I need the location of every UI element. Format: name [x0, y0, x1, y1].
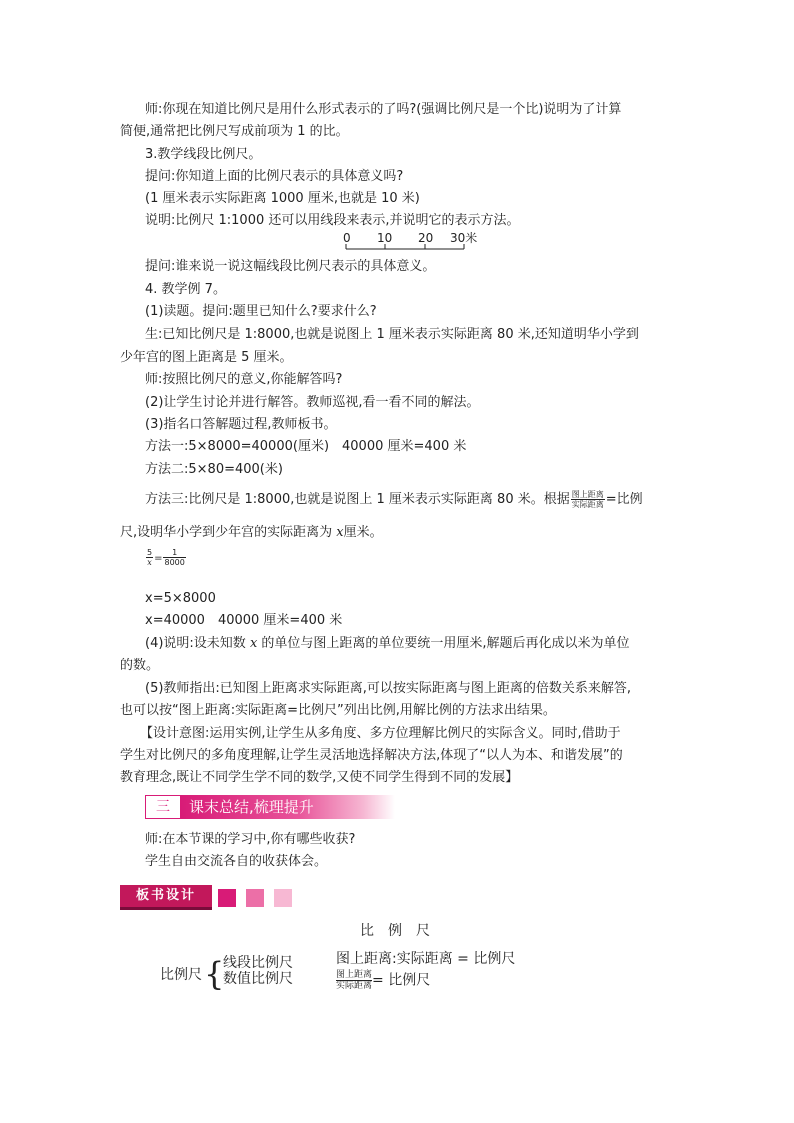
fraction-numerator: 5 [147, 548, 153, 557]
text-segment: 方法三:比例尺是 1:8000,也就是说图上 1 厘米表示实际距离 80 米。根据 [145, 492, 570, 507]
decor-square [274, 889, 292, 907]
text-line: 【设计意图:运用实例,让学生从多角度、多方位理解比例尺的实际含义。同时,借助于 [140, 726, 621, 741]
text-line: 教育理念,既让不同学生学不同的数学,又使不同学生得到不同的发展】 [120, 770, 519, 785]
fraction-numerator: 1 [163, 548, 185, 558]
line-segment-scale [340, 232, 490, 252]
text-line: 少年宫的图上距离是 5 厘米。 [120, 350, 293, 365]
fraction-denominator: 8000 [164, 558, 185, 567]
text-line: 师:按照比例尺的意义,你能解答吗? [145, 372, 343, 387]
board-item: 线段比例尺 [223, 955, 293, 971]
text-line: 4. 教学例 7。 [145, 282, 226, 297]
text-line: 简便,通常把比例尺写成前项为 1 的比。 [120, 124, 349, 139]
text-line: (5)教师指出:已知图上距离求实际距离,可以按实际距离与图上距离的倍数关系来解答, [145, 681, 632, 696]
text-line: (1 厘米表示实际距离 1000 厘米,也就是 10 米) [145, 191, 420, 206]
scale-label: 30米 [450, 231, 478, 245]
fraction-denominator: 实际距离 [571, 500, 604, 509]
equation-fraction-left [146, 548, 153, 567]
fraction-denominator: x [147, 558, 152, 567]
text-line: 说明:比例尺 1:1000 还可以用线段来表示,并说明它的表示方法。 [145, 213, 520, 228]
section-number: 三 [145, 795, 181, 819]
text-line: 3.教学线段比例尺。 [145, 147, 262, 162]
text-segment: 尺,设明华小学到少年宫的实际距离为 [120, 525, 337, 540]
board-title: 比 例 尺 [360, 923, 430, 939]
board-left-label: 比例尺 [160, 967, 202, 983]
text-segment: 的单位与图上距离的单位要统一用厘米,解题后再化成以米为单位 [257, 636, 630, 651]
fraction-numerator: 图上距离 [571, 490, 604, 499]
board-formula [336, 970, 430, 991]
text-line: 师:在本节课的学习中,你有哪些收获? [145, 832, 356, 847]
section-heading [145, 795, 395, 819]
equation [145, 548, 187, 569]
text-segment: 厘米。 [343, 525, 383, 540]
decor-square [218, 889, 236, 907]
equation-fraction-right [163, 548, 185, 567]
text-line: 的数。 [120, 658, 160, 673]
fraction-numerator: 图上距离 [336, 970, 373, 980]
equals-sign: = [154, 553, 163, 564]
section-title: 课末总结,梳理提升 [181, 795, 395, 819]
board-design [160, 922, 560, 1002]
text-line: 提问:谁来说一说这幅线段比例尺表示的具体意义。 [145, 259, 436, 274]
text-line: x=40000 40000 厘米=400 米 [145, 613, 343, 628]
text-line [145, 634, 630, 654]
board-formula: 图上距离:实际距离 = 比例尺 [336, 951, 516, 967]
board-fraction [336, 970, 372, 991]
text-line: 师:你现在知道比例尺是用什么形式表示的了吗?(强调比例尺是一个比)说明为了计算 [145, 102, 622, 117]
text-segment: =比例 [605, 492, 643, 507]
variable-x: x [336, 525, 344, 540]
text-line: 生:已知比例尺是 1:8000,也就是说图上 1 厘米表示实际距离 80 米,还知道明华小学到 [145, 327, 639, 342]
text-line: 学生对比例尺的多角度理解,让学生灵活地选择解决方法,体现了“以人为本、和谐发展”的 [120, 748, 623, 763]
ratio-fraction [571, 490, 605, 509]
text-line: (3)指名口答解题过程,教师板书。 [145, 417, 337, 432]
text-line: (1)读题。提问:题里已知什么?要求什么? [145, 304, 377, 319]
decor-square [246, 889, 264, 907]
text-line: 方法二:5×80=400(米) [145, 462, 283, 477]
scale-label: 20 [418, 231, 434, 245]
text-line: 提问:你知道上面的比例尺表示的具体意义吗? [145, 169, 404, 184]
scale-label: 10 [377, 231, 393, 245]
text-line: 方法一:5×8000=40000(厘米) 40000 厘米=400 米 [145, 439, 467, 454]
text-line: (2)让学生讨论并进行解答。教师巡视,看一看不同的解法。 [145, 395, 480, 410]
variable-x: x [249, 636, 258, 651]
text-line [120, 523, 383, 543]
text-line: 也可以按“图上距离:实际距离=比例尺”列出比例,用解比例的方法求出结果。 [120, 703, 556, 718]
brace: { [204, 955, 225, 993]
board-item: 数值比例尺 [223, 971, 293, 987]
text-line: 学生自由交流各自的收获体会。 [145, 854, 328, 869]
fraction-denominator: 实际距离 [336, 981, 373, 991]
text-segment: (4)说明:设未知数 [145, 636, 250, 651]
text-segment: = 比例尺 [372, 972, 431, 989]
board-design-tag: 板书设计 [120, 885, 212, 910]
text-line [145, 490, 643, 510]
text-line: x=5×8000 [145, 591, 216, 606]
scale-line [340, 232, 490, 252]
scale-label: 0 [343, 231, 351, 245]
